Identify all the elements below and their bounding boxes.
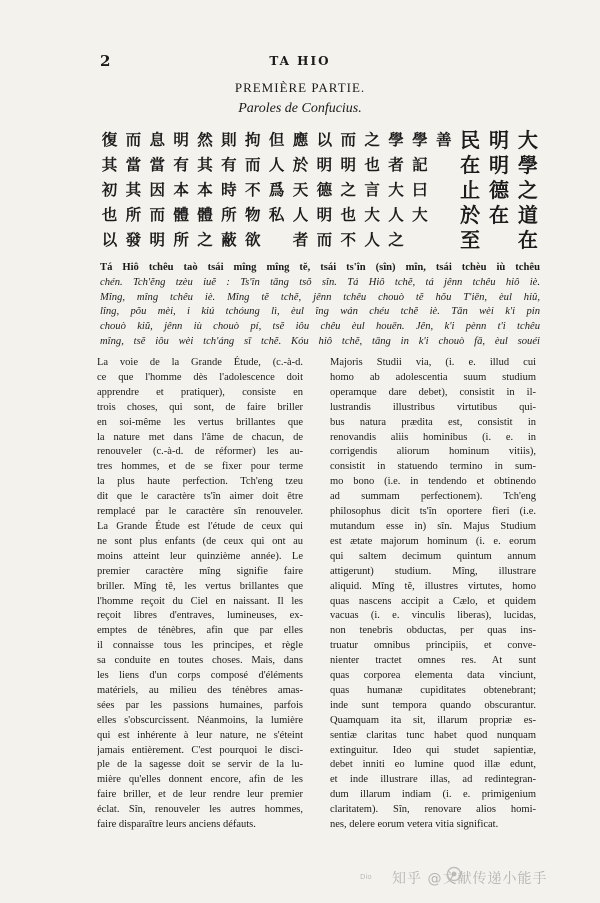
french-text-line: moins atteint leur quinzième année). Le [97, 550, 303, 562]
chinese-character: 有 [221, 156, 237, 174]
running-title: TA HIO [269, 54, 331, 68]
chinese-character: 明 [316, 156, 333, 174]
chinese-character: 以 [316, 131, 333, 149]
chinese-character: 而 [244, 156, 261, 174]
chinese-character: 記 [412, 156, 428, 174]
chinese-character: 所 [125, 206, 142, 224]
french-text-line: l'homme reçoit du Ciel en naissant. Il les [97, 595, 303, 607]
chinese-character: 但 [268, 131, 285, 149]
chinese-small-column [172, 128, 191, 254]
chinese-character: 道 [517, 203, 538, 227]
latin-text-line: renovandis aliis hominibus (i. e. in [330, 431, 536, 443]
chinese-character: 其 [101, 156, 118, 174]
french-text-line: tres hommes, et de se fixer pour terme [97, 461, 303, 473]
latin-translation-column [330, 356, 536, 833]
latin-text-line: quas nascens accipit a Cælo, et quidem [330, 595, 536, 607]
romanization-line: Tá Hiô tchêu taò tsái mîng mîng tĕ, tsái ts'în (sîn) mîn, tsái tchèu iù tchêu [100, 262, 540, 273]
chinese-small-column [148, 128, 167, 254]
chinese-character: 蔽 [221, 231, 237, 249]
french-text-line: La voie de la Grande Étude, (c.-à-d. [97, 357, 303, 368]
latin-text-line: quas humanæ cupiditates obtenebrant; [330, 684, 536, 696]
chinese-character: 至 [460, 228, 481, 252]
french-text-line: reçoit libres d'entraves, lumineuses, ex- [97, 610, 303, 622]
french-text-line: sées par les passions humaines, parfois [97, 699, 303, 711]
chinese-character: 也 [364, 156, 380, 174]
latin-text-line: Majoris Studii via, (i. e. illud cui [330, 357, 536, 368]
watermark-prefix: Dio [360, 873, 372, 881]
chinese-character: 體 [197, 206, 213, 224]
latin-text-line: attigerunt) studium. Mîng, illustrare [330, 565, 536, 577]
french-text-line: il connaisse tous les principes, et règle [97, 640, 303, 652]
latin-text-line: qui saltem decimum quintum annum [330, 550, 536, 562]
chinese-small-column [410, 128, 429, 254]
chinese-character: 民 [460, 128, 481, 152]
latin-text-line: homo ab adolescentia suum studium [330, 371, 536, 383]
chinese-character: 於 [460, 203, 481, 227]
chinese-character: 而 [149, 206, 165, 224]
french-text-line: faire disparaître leurs anciens défauts. [97, 819, 256, 831]
chinese-character: 時 [221, 181, 237, 199]
romanization-paragraph [100, 261, 540, 350]
french-text-line: jamais entièrement. C'est pourquoi le disci- [97, 744, 303, 756]
romanization-line: chén. Tch'ĕng tzèu iuĕ : Ts'în tāng tsŏ sîn. Tá Hiô tchĕ, tá jênn tchêu hiô iè. [100, 276, 540, 288]
chinese-character: 私 [268, 206, 285, 224]
chinese-small-column [267, 128, 286, 254]
chinese-character: 明 [489, 128, 509, 152]
chinese-character: 體 [173, 206, 189, 224]
french-text-line: dit que le caractère ts'în aimer doit être [97, 491, 303, 503]
chinese-character: 本 [197, 181, 213, 199]
french-text-line: ple de la sagesse doit se servir de la lu- [97, 759, 303, 771]
chinese-character: 應 [292, 131, 309, 149]
latin-text-line: Quamquam ita sit, illarum propriæ es- [330, 714, 536, 726]
latin-text-line: mutandum esse in) sîn. Majus Studium [330, 520, 536, 532]
french-text-line: ne sont plus enfants (de ceux qui ont au [97, 535, 303, 547]
latin-text-line: non tenebris obductas, per quas ins- [330, 625, 536, 637]
chinese-character: 德 [316, 181, 333, 199]
chinese-character: 息 [149, 131, 165, 149]
chinese-character: 之 [197, 231, 213, 249]
chinese-character: 當 [149, 156, 165, 174]
chinese-character: 而 [316, 231, 333, 249]
watermark-text: 知乎 @文献传递小能手 [392, 871, 548, 887]
french-text-line: remplacé par le caractère sîn renouveler. [97, 506, 303, 518]
latin-text-line: quas corporea elementa data vinciunt, [330, 670, 536, 682]
latin-text-line: operamque dare debet), consistit in il- [330, 386, 536, 398]
chinese-character: 而 [125, 131, 142, 149]
latin-text-line: nienter tractet omnes res. At sunt [330, 655, 536, 667]
chinese-small-column [315, 128, 334, 254]
chinese-character: 而 [340, 131, 356, 149]
french-text-line: emptes de ténèbres, afin que par elles [97, 625, 303, 637]
french-translation-column [97, 356, 303, 833]
chinese-character: 天 [292, 181, 309, 199]
chinese-character: 當 [125, 156, 142, 174]
chinese-character: 明 [149, 231, 165, 249]
chinese-character: 明 [173, 131, 189, 149]
chinese-small-column [291, 128, 310, 254]
french-text-line: matériels, au milieu des ténèbres amas- [97, 684, 303, 696]
latin-text-line: mo bono (i.e. in tendendo et obtinendo [330, 476, 536, 488]
french-text-line: briller. Mîng tĕ, les vertus brillantes que [97, 580, 303, 592]
french-text-line: en soi-même les vertus brillantes que [97, 416, 303, 428]
chinese-text-block [100, 128, 540, 254]
chinese-character: 初 [101, 181, 118, 199]
chinese-character: 在 [517, 228, 538, 252]
french-text-line: faire briller, et de leur rendre leur premier [97, 789, 303, 801]
chinese-character: 其 [125, 181, 142, 199]
chinese-character: 發 [125, 231, 142, 249]
latin-text-line: nes, delere eorum vetera vitia significat. [330, 819, 499, 831]
chinese-character: 在 [460, 153, 481, 177]
romanization-line: mîng, tsĕ iôu wèi tch'áng sī tchĕ. Kóu hiô tchĕ, tāng in k'i chouò fā, èul souéi [100, 335, 540, 347]
french-text-line: la nature met dans l'âme de chacun, de [97, 431, 303, 443]
chinese-character: 明 [489, 153, 509, 177]
chinese-small-column [100, 128, 119, 254]
romanization-line: lîng, pŏu mèi, i kiú tchóung lì, èul îng wán chéu tchĕ iè. Tān wèi k'i pin [100, 306, 540, 318]
chinese-character: 物 [244, 206, 261, 224]
romanization-line: chouò kiŭ, jênn iù chouò pí, tsĕ iôu chêu èul houēn. Jên, k'i pènn t'i tchêu [100, 321, 540, 333]
chinese-character: 明 [316, 206, 333, 224]
chinese-character: 其 [197, 156, 213, 174]
chinese-character: 善 [435, 131, 452, 149]
french-text-line: La Grande Étude est l'étude de ceux qui [97, 520, 303, 532]
latin-text-line: et inde illustrare illas, ad redintegran- [330, 774, 536, 786]
chinese-small-column [387, 128, 406, 254]
chinese-big-column [487, 128, 511, 254]
chinese-character: 人 [388, 206, 404, 224]
latin-text-line: truatur omnibus principiis, et conve- [330, 640, 536, 652]
chinese-small-column [196, 128, 215, 254]
latin-text-line: philosophus dicit ts'în oportere fieri (i.e. [330, 506, 536, 518]
chinese-character: 學 [412, 131, 428, 149]
latin-text-line: corrigendis aliorum hominum vitiis), [330, 446, 536, 458]
chinese-small-column [363, 128, 382, 254]
chinese-character: 之 [517, 178, 538, 202]
chinese-small-column [434, 128, 453, 254]
chinese-character: 之 [340, 181, 356, 199]
latin-text-line: est ætate majorum hominum (i. e. eorum [330, 535, 536, 547]
latin-text-line: debet inniti eo lumine quod illæ edunt, [330, 759, 536, 771]
french-text-line: trois choses, qui sont, de faire briller [97, 401, 303, 413]
chinese-small-column [243, 128, 262, 254]
chinese-character: 本 [173, 181, 189, 199]
chinese-character: 止 [460, 178, 481, 202]
chinese-character: 學 [517, 153, 538, 177]
french-text-line: mière qu'elles donnent encore, afin de les [97, 774, 303, 786]
part-title: PREMIÈRE PARTIE. [234, 80, 366, 95]
chinese-character: 不 [340, 231, 356, 249]
chinese-small-column [339, 128, 358, 254]
chinese-character: 所 [221, 206, 237, 224]
chinese-character: 德 [489, 178, 509, 202]
chinese-character: 因 [149, 181, 165, 199]
chinese-character: 爲 [268, 181, 285, 199]
french-text-line: la plus haute perfection. Tch'eng tzeu [97, 476, 303, 488]
chinese-character: 言 [364, 181, 380, 199]
chinese-small-column [124, 128, 143, 254]
chinese-character: 大 [412, 206, 428, 224]
chinese-character: 不 [244, 181, 261, 199]
latin-text-line: lustrandis illustribus virtutibus qui- [330, 401, 536, 413]
french-text-line: ce que l'homme dès l'adolescence doit [97, 371, 303, 383]
latin-text-line: inde sunt tempora quando obscurantur. [330, 699, 536, 711]
chinese-character: 人 [364, 231, 380, 249]
chinese-character: 然 [197, 131, 213, 149]
french-text-line: elles s'obscurcissent. Néanmoins, la lumière [97, 714, 303, 726]
chinese-character: 人 [268, 156, 285, 174]
latin-text-line: dum illarum indiam (i. e. primigenium [330, 789, 536, 801]
latin-text-line: sentiæ claritas tunc habet quod nunquam [330, 729, 536, 741]
chinese-character: 在 [489, 203, 509, 227]
chinese-character: 之 [388, 231, 404, 249]
french-text-line: éclat. Sîn, renouveler les autres hommes, [97, 804, 303, 816]
chinese-character: 者 [292, 231, 309, 249]
latin-text-line: ad summam perfectionem). Tch'eng [330, 491, 536, 503]
latin-text-line: consistit in statuendo termino in sum- [330, 461, 536, 473]
romanization-line: Mîng, mîng tchêu iè. Mîng tĕ tchĕ, jênn tchêu chouò tĕ hŏu T'iēn, èul hiû, [100, 291, 540, 303]
chinese-character: 之 [364, 131, 380, 149]
latin-text-line: claritatem). Sîn, renovare alios homi- [330, 804, 536, 816]
french-text-line: qui est inhérente à leur nature, ne s'éteint [97, 729, 303, 741]
chinese-character: 欲 [244, 231, 261, 249]
latin-text-line: aliquid. Mîng tĕ, illustres virtutes, homo [330, 580, 536, 592]
chinese-character: 所 [173, 231, 189, 249]
french-text-line: apprendre et pratiquer), consiste en [97, 386, 303, 398]
french-text-line: sa conduite en toutes choses. Mais, dans [97, 655, 303, 667]
chinese-character: 明 [340, 156, 356, 174]
chinese-character: 大 [364, 206, 380, 224]
french-text-line: les liens d'un corps composé d'éléments [97, 670, 303, 682]
chinese-character: 復 [101, 131, 118, 149]
chinese-big-column [458, 128, 482, 254]
chinese-character: 曰 [412, 181, 428, 199]
latin-text-line: extinguitur. Ideo qui studet sapientiæ, [330, 744, 536, 756]
chinese-character: 也 [340, 206, 356, 224]
chinese-character: 大 [517, 128, 538, 152]
french-text-line: renouveler (c.-à-d. de réformer) les au- [97, 446, 303, 458]
chinese-character: 有 [173, 156, 189, 174]
chinese-character: 大 [388, 181, 404, 199]
chinese-character: 於 [292, 156, 309, 174]
chinese-character: 則 [221, 131, 237, 149]
chinese-character: 拘 [244, 131, 261, 149]
chinese-character: 人 [292, 206, 309, 224]
chinese-big-column [516, 128, 540, 254]
french-text-line: premier caractère mîng signifie faire [97, 565, 303, 577]
chinese-character: 也 [101, 206, 118, 224]
latin-text-line: bus natura prædita est, consistit in [330, 416, 536, 428]
page-number: 2 [100, 52, 111, 70]
chinese-character: 學 [388, 131, 404, 149]
chinese-character: 者 [388, 156, 404, 174]
subtitle: Paroles de Confucius. [238, 101, 362, 116]
chinese-character: 以 [101, 231, 118, 249]
latin-text-line: vacuas (i. e. vinculis liberas), lucidas, [330, 610, 536, 622]
chinese-small-column [219, 128, 238, 254]
